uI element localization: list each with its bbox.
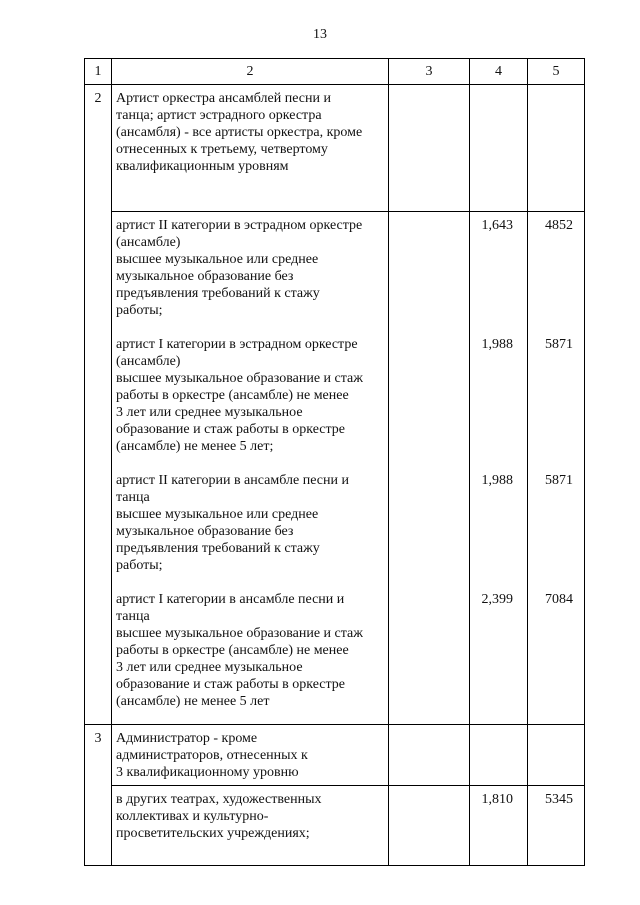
list-item: артист I категории в эстрадном оркестре (ансамбле) высшее музыкальное образование и стаж работы в оркестре (ансамбле) не менее 3 лет или среднее музыкальное образование и стаж работы в оркестре (ансамбле) не менее 5 лет; [116,337,363,454]
empty-cell [389,212,470,725]
table-row [85,85,585,212]
column-header-5: 5 [528,59,585,85]
coefficient-cell [470,212,528,725]
coefficient-value: 1,988 [481,473,513,488]
group-title [112,85,389,212]
empty-cell [389,725,470,786]
group-title-text: Артист оркестра ансамблей песни и танца; артист эстрадного оркестра (ансамбля) - все артисты оркестра, кроме отнесенных к третьему, четвертому квалификационным уровням [116,91,363,174]
empty-cell [470,85,528,212]
salary-value: 5345 [545,792,573,807]
table-header-row [85,59,585,85]
column-header-1: 1 [85,59,112,85]
coefficient-value: 1,810 [481,792,513,807]
list-item: в других театрах, художественных коллективах и культурно- просветительских учреждениях; [116,792,322,841]
page-number: 13 [313,27,327,42]
salary-table [84,58,585,866]
salary-value: 4852 [545,218,573,233]
entries-cell [112,786,389,866]
group-title-text: Администратор - кроме администраторов, отнесенных к 3 квалификационному уровню [116,731,308,780]
row-number: 3 [85,725,112,866]
empty-cell [470,725,528,786]
coefficient-value: 2,399 [481,592,513,607]
salary-value: 7084 [545,592,573,607]
column-header-3: 3 [389,59,470,85]
list-item: артист I категории в ансамбле песни и танца высшее музыкальное образование и стаж работы в оркестре (ансамбле) не менее 3 лет или среднее музыкальное образование и стаж работы в оркестре (ансамбле) не менее 5 лет [116,592,363,709]
list-item: артист II категории в эстрадном оркестре (ансамбле) высшее музыкальное или среднее музыкальное образование без предъявления требований к стажу работы; [116,218,363,318]
row-number: 2 [85,85,112,725]
group-title [112,725,389,786]
empty-cell [389,85,470,212]
salary-value: 5871 [545,473,573,488]
salary-cell [528,786,585,866]
table-row [85,212,585,725]
coefficient-value: 1,988 [481,337,513,352]
list-item: артист II категории в ансамбле песни и танца высшее музыкальное или среднее музыкальное образование без предъявления требований к стажу работы; [116,473,349,573]
coefficient-value: 1,643 [481,218,513,233]
empty-cell [389,786,470,866]
coefficient-cell [470,786,528,866]
salary-cell [528,212,585,725]
empty-cell [528,85,585,212]
column-header-4: 4 [470,59,528,85]
table-row [85,786,585,866]
column-header-2: 2 [112,59,389,85]
empty-cell [528,725,585,786]
salary-value: 5871 [545,337,573,352]
table-row [85,725,585,786]
entries-cell [112,212,389,725]
